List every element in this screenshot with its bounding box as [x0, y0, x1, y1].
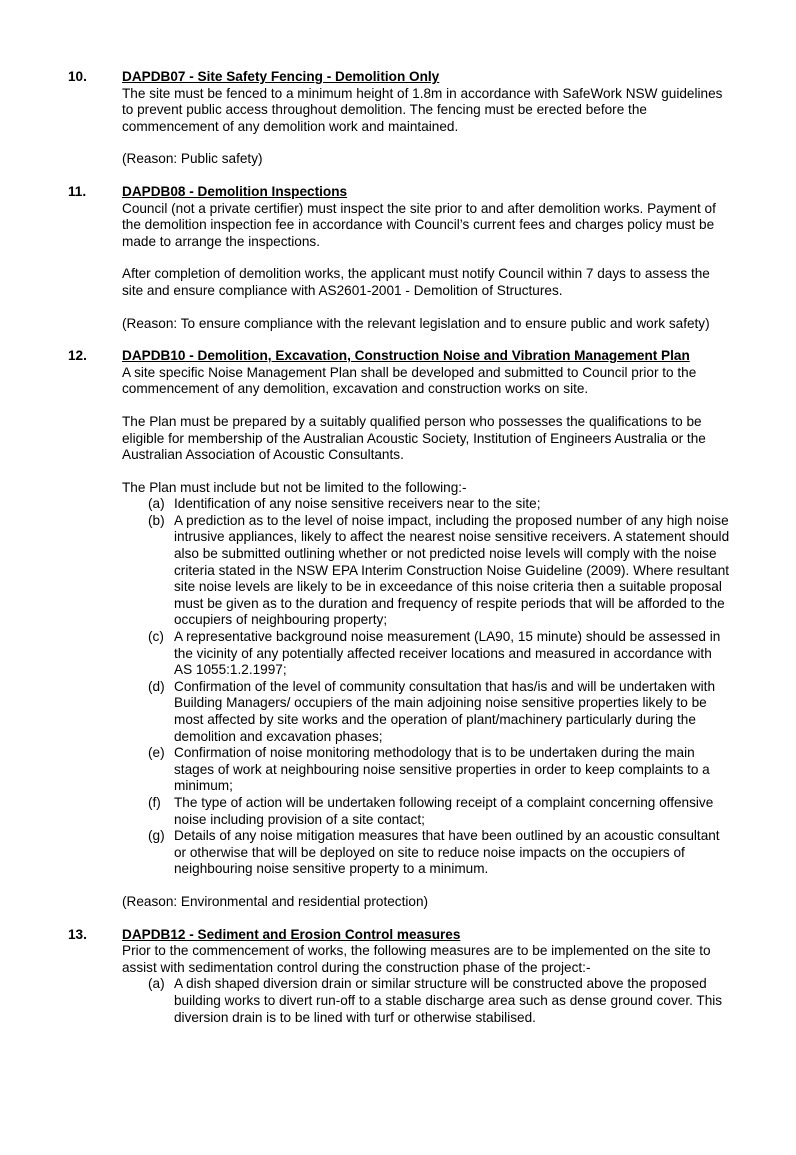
condition-title: DAPDB08 - Demolition Inspections	[122, 183, 348, 199]
condition-reason: (Reason: To ensure compliance with the relevant legislation and to ensure public and work safety)	[122, 315, 710, 331]
list-item	[122, 976, 732, 1026]
condition-body	[122, 927, 732, 1027]
condition-number: 13.	[68, 926, 87, 942]
list-item-text: The type of action will be undertaken following receipt of a complaint concerning offensive noise including provision of a site contact;	[174, 794, 714, 827]
condition-paragraph: The Plan must be prepared by a suitably qualified person who possesses the qualifications to be eligible for membership of the Australian Acoustic Society, Institution of Engineers Australia or the Australian Association of Acoustic Consultants.	[122, 413, 706, 463]
list-item-label: (f)	[148, 794, 161, 810]
condition-paragraph: A site specific Noise Management Plan shall be developed and submitted to Council prior to the commencement of any demolition, excavation and construction works on site.	[122, 364, 697, 397]
list-item	[122, 745, 732, 795]
list-item	[122, 795, 732, 828]
condition-number: 10.	[68, 69, 87, 84]
condition-title: DAPDB10 - Demolition, Excavation, Construction Noise and Vibration Management Plan	[122, 348, 690, 364]
list-item	[122, 513, 732, 629]
condition-reason: (Reason: Environmental and residential protection)	[122, 893, 429, 909]
condition-number: 12.	[68, 348, 87, 364]
list-item	[122, 496, 732, 513]
condition-paragraph: After completion of demolition works, the applicant must notify Council within 7 days to assess the site and ensure compliance with AS2601-2001 - Demolition of Structures.	[122, 266, 710, 298]
condition-13	[0, 927, 796, 1027]
document-page	[0, 69, 796, 1042]
condition-11	[0, 184, 796, 332]
list-intro: Prior to the commencement of works, the following measures are to be implemented on the site to assist with sedimentation control during the construction phase of the project:-	[122, 943, 711, 975]
list-item-label: (e)	[148, 745, 165, 761]
list-item-label: (c)	[148, 629, 164, 645]
condition-10	[0, 69, 796, 168]
condition-12	[0, 348, 796, 910]
list-item-text: Confirmation of noise monitoring methodology that is to be undertaken during the main stages of work at neighbouring noise sensitive properties in order to keep complaints to a minimum;	[174, 745, 710, 794]
list-item-label: (a)	[148, 496, 165, 512]
list-item-label: (a)	[148, 976, 165, 992]
list-item-label: (g)	[148, 828, 165, 844]
condition-body	[122, 184, 732, 332]
measures-list	[122, 976, 732, 1026]
list-item-text: Details of any noise mitigation measures that have been outlined by an acoustic consultant or otherwise that will be deployed on site to reduce noise impacts on the occupiers of neighbouring noise sensitive property to a minimum.	[174, 828, 720, 877]
condition-paragraph: Council (not a private certifier) must inspect the site prior to and after demolition works. Payment of the demolition inspection fee in accordance with Council’s current fees and charges policy must be made to arrange the inspections.	[122, 200, 716, 249]
list-intro: The Plan must include but not be limited to the following:-	[122, 479, 467, 495]
condition-body	[122, 69, 732, 168]
condition-reason: (Reason: Public safety)	[122, 151, 263, 167]
list-item-text: Confirmation of the level of community consultation that has/is and will be undertaken with Building Managers/ occupiers of the main adjoining noise sensitive properties likely to be most affected by site works and the operation of plant/machinery particularly during the demolition and excavation phases;	[174, 678, 716, 744]
list-item	[122, 828, 732, 878]
condition-title: DAPDB07 - Site Safety Fencing - Demolition Only	[122, 69, 440, 84]
list-item-label: (d)	[148, 678, 165, 694]
list-item-text: A dish shaped diversion drain or similar structure will be constructed above the proposed building works to divert run-off to a stable discharge area such as dense ground cover. This diversion drain is to be lined with turf or otherwise stabilised.	[174, 976, 723, 1025]
list-item-text: Identification of any noise sensitive receivers near to the site;	[174, 496, 541, 512]
list-item-text: A representative background noise measurement (LA90, 15 minute) should be assessed in the vicinity of any potentially affected receiver locations and measured in accordance with AS 1055:1.2.1997;	[174, 629, 721, 678]
condition-body	[122, 348, 732, 910]
list-item	[122, 629, 732, 679]
condition-number: 11.	[68, 183, 87, 199]
condition-title: DAPDB12 - Sediment and Erosion Control measures	[122, 926, 461, 942]
list-item-text: A prediction as to the level of noise impact, including the proposed number of any high noise intrusive appliances, likely to affect the nearest noise sensitive receivers. A statement should also be submitted outlining whether or not predicted noise levels will comply with the noise criteria stated in the NSW EPA Interim Construction Noise Guideline (2009). Where resultant site noise levels are likely to be in exceedance of this noise criteria then a suitable proposal must be given as to the duration and frequency of respite periods that will be afforded to the occupiers of neighbouring property;	[174, 512, 730, 628]
list-item	[122, 679, 732, 745]
condition-paragraph: The site must be fenced to a minimum height of 1.8m in accordance with SafeWork NSW guidelines to prevent public access throughout demolition. The fencing must be erected before the commencement of any demolition work and maintained.	[122, 85, 723, 134]
list-item-label: (b)	[148, 512, 165, 528]
requirements-list	[122, 496, 732, 878]
